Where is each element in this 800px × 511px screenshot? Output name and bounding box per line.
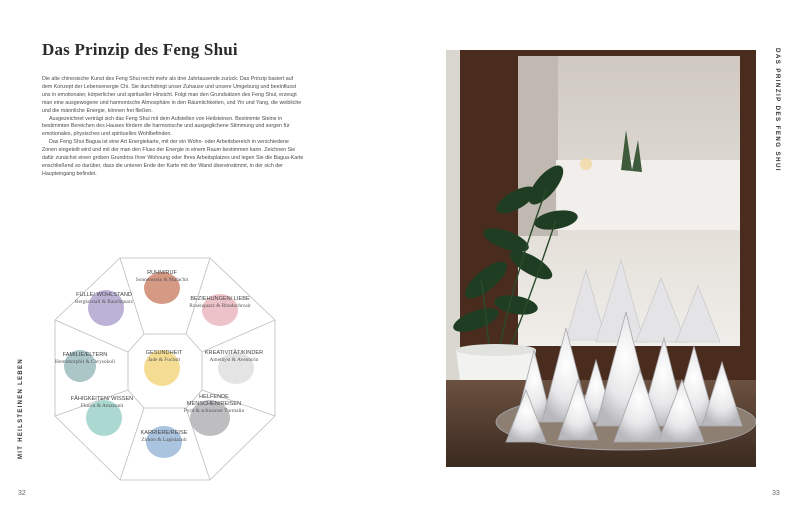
bagua-diagram (50, 254, 280, 484)
page-number-right: 33 (772, 490, 780, 497)
zone-fuelle: FÜLLE/ WOHLSTAND Bergkristall & Rauchquarz (75, 292, 133, 305)
bagua-octagon (50, 254, 280, 484)
zone-familie: FAMILIE/ELTERN Hemimorphit & Chrysokoll (55, 352, 115, 365)
paragraph-bagua: Das Feng Shui Bagua ist eine Art Energiekarte, mit der ein Wohn- oder Arbeitsbereich in verschiedene Zonen eingeteilt wird und mit der man den Fluss der Energie in einem Raum bestimmen kann. Zeichnen Sie dafür zunächst einen groben Grundriss Ihrer Wohnung oder Ihres Arbeitsplatzes und legen Sie die Bagua-Karte enschließend so darüber, dass die unteren Ende der Karte mit der Wand übereinstimmt, in der sich der Haupteingang befindet. (42, 139, 304, 177)
running-head-right: DAS PRINZIP DES FENG SHUI (774, 48, 781, 172)
paragraph-intro: Die alte chinesische Kunst des Feng Shui reicht mehr als drei Jahrtausende zurück. Das Prinzip basiert auf dem Konzept der Lebensenergie Chi. Sie durchdringt unser Zuhause und unsere Umgebung und beeinflusst uns in emotionaler, körperlicher und spiritueller Hinsicht. Folgt man den Grundsätzen des Feng Shui, erzeugt man eine ausgewogene und harmonische Atmosphäre in den Räumlichkeiten, und Yin und Yang, die weibliche und die männliche Energie, können frei fließen. (42, 76, 302, 114)
paragraph-stones: Ausgezeichnet verträgt sich das Feng Shui mit dem Aufstellen von Heilsteinen. Bestimmte Steine in bestimmten Bereichen des Hauses fördern die harmonische und ausgeglichene Stimmung und sorgen für emotionales, physisches und spirituelles Wohlbefinden. (42, 115, 290, 138)
zone-kreativitaet: KREATIVITÄT/KINDER Amethyst & Aventurin (204, 350, 264, 363)
running-head-left: MIT HEILSTEINEN LEBEN (18, 358, 24, 459)
zone-ruhm: RUHM/RUF Sonnenstein & Malachit (135, 270, 189, 283)
zone-gesundheit: GESUNDHEIT Jade & Fuchsit (145, 350, 183, 363)
zone-helfende: HELFENDE MENSCHEN/REISEN Pyrit & schwarzer Turmalin (183, 394, 245, 414)
zone-faehigkeiten: FÄHIGKEITEN/ WISSEN Fluorit & Amazonit (70, 396, 134, 409)
page-title: Das Prinzip des Feng Shui (42, 40, 238, 59)
zone-karriere: KARRIERE/REISE Zirkon & Lapislazuli (140, 430, 188, 443)
zone-beziehungen: BEZIEHUNGEN/ LIEBE Rosenquarz & Rhodochrosit (189, 296, 251, 309)
body-text (42, 76, 304, 179)
right-page (400, 0, 800, 511)
page-number-left: 32 (18, 490, 26, 497)
crystal-mirror-plant-image (446, 50, 756, 467)
crystal-photo (446, 50, 756, 467)
